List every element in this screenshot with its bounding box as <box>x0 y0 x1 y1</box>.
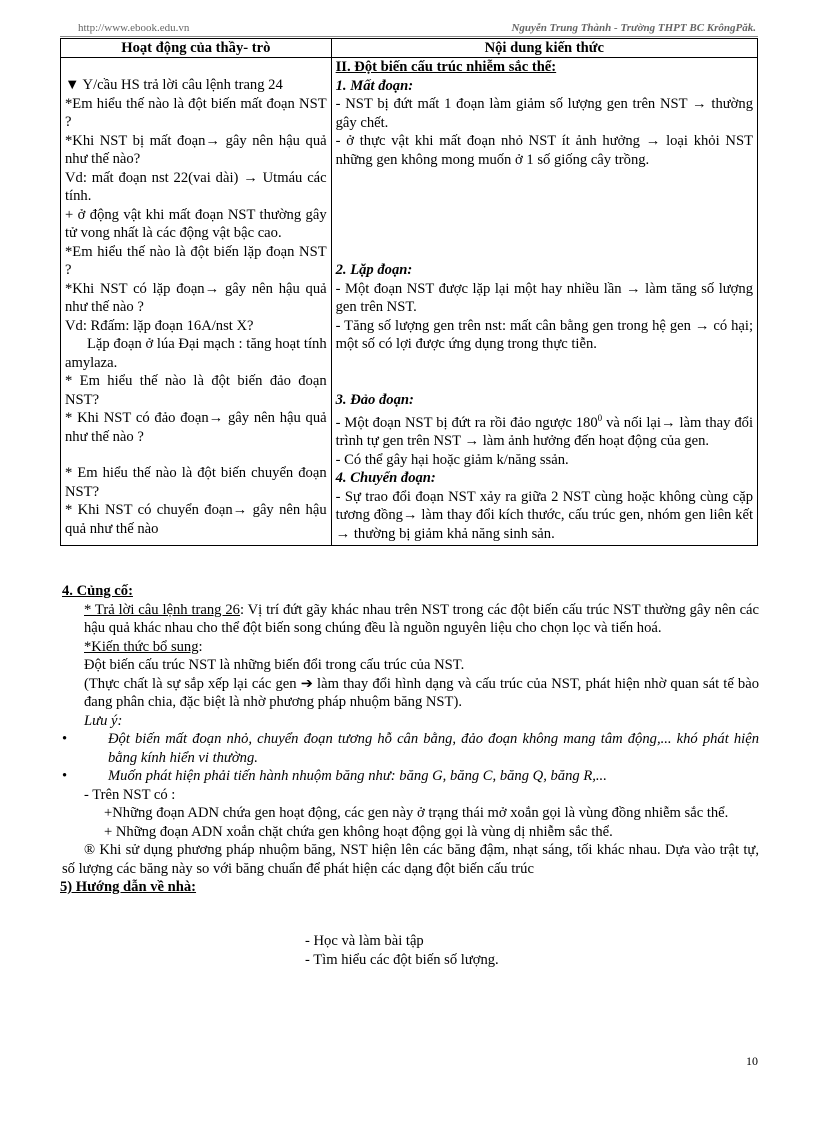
degree-sup: 0 <box>597 413 603 423</box>
content-line: - Sự trao đổi đoạn NST xảy ra giữa 2 NST cùng hoặc không cùng cặp tương đồng→ làm thay đổi kích thước, cấu trúc gen, nhóm gen liên kết → thường bị giảm khả năng sinh sản. <box>335 488 753 542</box>
activity-line: *Em hiểu thế nào là đột biến lặp đoạn NST ? <box>65 243 327 278</box>
subsection-title: 2. Lặp đoạn: <box>335 262 413 278</box>
spacer <box>65 58 327 76</box>
subsection-title: 1. Mất đoạn: <box>335 77 414 94</box>
bullet-dot: • <box>62 768 68 784</box>
activity-line: + ở động vật khi mất đoạn NST thường gây tử vong nhất là các động vật bậc cao. <box>65 206 327 241</box>
teacher-student-activity <box>61 58 332 546</box>
activity-line: * Em hiểu thế nào là đột biến chuyển đoạn NST? <box>65 465 327 500</box>
header-url[interactable]: http://www.ebook.edu.vn <box>78 22 190 34</box>
activity-line: *Em hiểu thế nào là đột biến mất đoạn NST ? <box>65 95 327 130</box>
lesson-table <box>60 38 758 546</box>
col-left-title: Hoạt động của thầy- trò <box>61 39 332 58</box>
subsection-title: 3. Đảo đoạn: <box>335 391 414 408</box>
extra-knowledge-colon: : <box>198 638 203 655</box>
content-line: - Một đoạn NST được lặp lại một hay nhiều lần → làm tăng số lượng gen trên NST. <box>335 280 753 315</box>
content-line: - NST bị đứt mất 1 đoạn làm giảm số lượng gen trên NST → thường gây chết. <box>335 96 753 131</box>
spacer <box>336 169 753 261</box>
spacer <box>336 354 753 391</box>
note-bullet <box>62 730 759 767</box>
activity-line: Lặp đoạn ở lúa Đại mạch : tăng hoạt tính amylaza. <box>65 336 327 371</box>
activity-line: * Khi NST có chuyển đoạn→ gây nên hậu quả như thế nào <box>65 502 327 537</box>
content-line <box>336 409 753 451</box>
bullet-text: Muốn phát hiện phải tiến hành nhuộm băng như: băng G, băng C, băng Q, băng R,... <box>108 768 607 784</box>
header-author: Nguyễn Trung Thành - Trường THPT BC KrôngPăk. <box>511 22 756 34</box>
review-question-text: : Vị trí đứt gãy khác nhau trên NST trong các đột biến cấu trúc NST thường gây nên các hậu quả khác nhau cho thể đột biến song chúng đều là nguồn nguyên liệu cho chọn lọc và tiến hoá. <box>84 601 760 636</box>
extra-knowledge-heading: *Kiến thức bổ sung <box>84 638 199 655</box>
content-line: - Tăng số lượng gen trên nst: mất cân bằng gen trong hệ gen → có hại; một số có lợi được ứng dụng trong thực tiễn. <box>335 317 753 352</box>
homework-list <box>305 932 499 970</box>
activity-line: *Khi NST bị mất đoạn→ gây nên hậu quả như thế nào? <box>65 132 327 167</box>
explanation-line: (Thực chất là sự sắp xếp lại các gen ➔ làm thay đổi hình dạng và cấu trúc của NST, phát hiện nhờ quan sát tế bào đang phân chia, đặc biệt là nhờ phương pháp nhuộm băng NST). <box>84 675 759 710</box>
activity-line: Vd: Rđấm: lặp đoạn 16A/nst X? <box>65 317 254 334</box>
content-line: - Có thể gây hại hoặc giảm k/năng ssản. <box>335 451 569 468</box>
content-line: - ở thực vật khi mất đoạn nhỏ NST ít ảnh hưởng → loại khỏi NST những gen không mong muốn ở 1 số giống cây trồng. <box>335 133 753 168</box>
activity-line: ▼ Y/cầu HS trả lời câu lệnh trang 24 <box>65 77 283 93</box>
page-number: 10 <box>746 1054 758 1068</box>
note-bullet <box>62 767 759 786</box>
s3-text-b: và nối lại→ làm thay đổi trình tự gen trên NST → làm ảnh hưởng đến hoạt động của gen. <box>335 414 753 450</box>
extra-knowledge-label <box>62 638 759 657</box>
review-question <box>62 601 759 638</box>
consolidation-title: 4. Củng cố: <box>62 583 133 599</box>
euchromatin-line: +Những đoạn ADN chứa gen hoạt động, các gen này ở trạng thái mở xoắn gọi là vùng đồng nhiễm sắc thể. <box>104 805 729 821</box>
homework-title: 5) Hướng dẫn về nhà: <box>60 879 197 895</box>
bullet-dot: • <box>62 731 68 747</box>
banding-line: ® Khi sử dụng phương pháp nhuộm băng, NST hiện lên các băng đậm, nhạt sáng, tối khác nhau. Dựa vào trật tự, số lượng các băng này so với băng chuẩn để phát hiện các dạng đột biến cấu trúc <box>62 842 759 877</box>
consolidation-section <box>62 582 759 897</box>
activity-line: Vd: mất đoạn nst 22(vai dài) → Utmáu các tính. <box>65 169 327 204</box>
spacer <box>65 446 327 464</box>
definition-line: Đột biến cấu trúc NST là những biến đổi trong cấu trúc của NST. <box>84 657 465 673</box>
heterochromatin-line: + Những đoạn ADN xoắn chặt chứa gen không hoạt động gọi là vùng dị nhiễm sắc thể. <box>104 823 613 840</box>
homework-item: - Tìm hiểu các đột biến số lượng. <box>305 952 499 968</box>
homework-item: - Học và làm bài tập <box>305 933 424 949</box>
knowledge-content <box>331 58 757 546</box>
table-body-row <box>61 58 758 546</box>
note-label: Lưu ý: <box>84 712 123 729</box>
review-question-label: * Trả lời câu lệnh trang 26 <box>84 601 240 618</box>
bullet-text: Đột biến mất đoạn nhỏ, chuyển đoạn tương hỗ cân bằng, đảo đoạn không mang tâm động,... khó phát hiện bằng kính hiển vi thường. <box>108 731 759 766</box>
nst-has-line: - Trên NST có : <box>84 786 176 803</box>
header-divider <box>60 36 758 37</box>
col-right-title: Nội dung kiến thức <box>331 39 757 58</box>
s3-text-a: - Một đoạn NST bị đứt ra rồi đảo ngược 180 <box>335 414 598 431</box>
table-header-row <box>61 39 758 58</box>
section-title: II. Đột biến cấu trúc nhiễm sắc thể: <box>335 59 557 75</box>
activity-line: * Em hiểu thế nào là đột biến đảo đoạn NST? <box>65 373 327 408</box>
activity-line: * Khi NST có đảo đoạn→ gây nên hậu quả như thế nào ? <box>65 410 327 445</box>
activity-line: *Khi NST có lặp đoạn→ gây nên hậu quả như thế nào ? <box>65 280 327 315</box>
subsection-title: 4. Chuyển đoạn: <box>335 470 436 487</box>
